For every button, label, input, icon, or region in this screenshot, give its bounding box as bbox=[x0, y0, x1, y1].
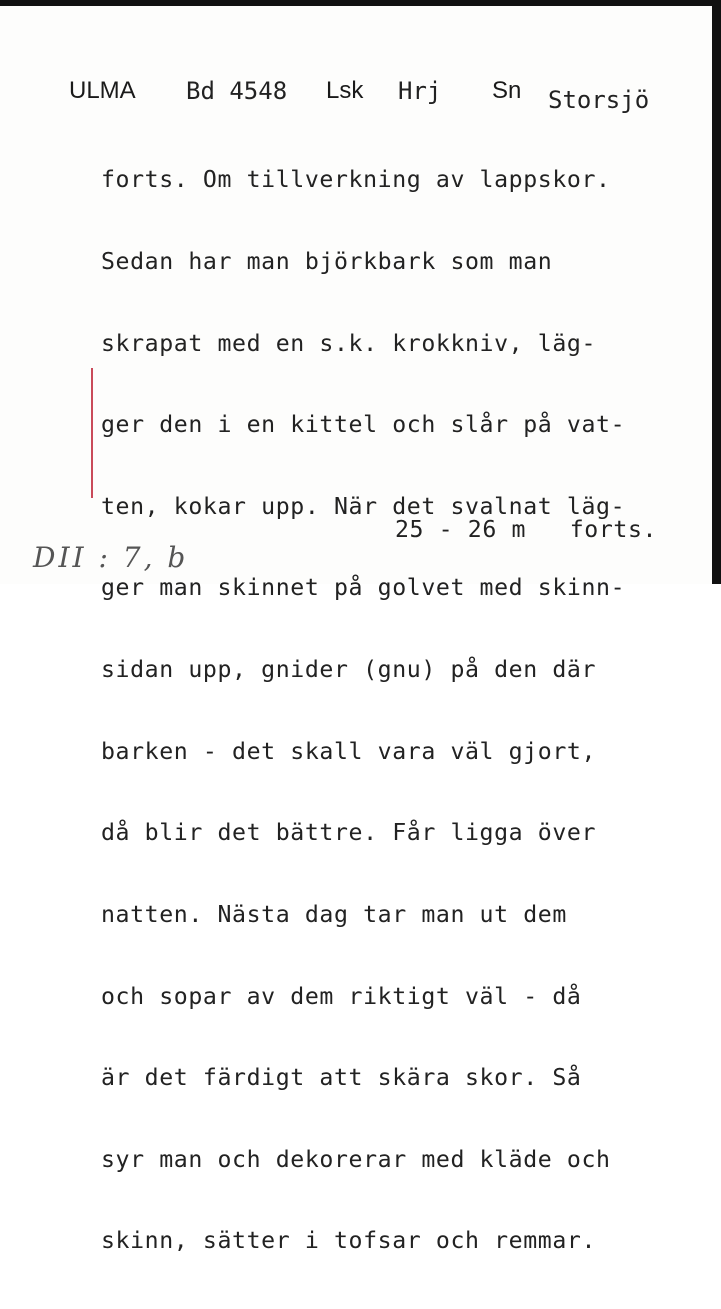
body-line: forts. Om tillverkning av lappskor. bbox=[101, 166, 611, 194]
body-line: barken - det skall vara väl gjort, bbox=[101, 737, 597, 765]
archive-code: ULMA bbox=[69, 77, 136, 104]
page-range: 25 - 26 m bbox=[395, 516, 527, 543]
body-line: ger man skinnet på golvet med skinn- bbox=[101, 574, 626, 602]
body-line: då blir det bättre. Får ligga över bbox=[101, 819, 597, 847]
body-line: ger den i en kittel och slår på vat- bbox=[101, 411, 626, 439]
body-line: Sedan har man björkbark som man bbox=[101, 248, 553, 276]
body-line: natten. Nästa dag tar man ut dem bbox=[101, 900, 567, 928]
parish-name: Storsjö bbox=[548, 86, 650, 114]
volume-number: Bd 4548 bbox=[186, 77, 288, 105]
province-abbrev: Lsk bbox=[326, 77, 364, 104]
body-line: skrapat med en s.k. krokkniv, läg- bbox=[101, 329, 597, 357]
handwritten-classification-note: DII : 7, b bbox=[33, 541, 189, 574]
body-line: är det färdigt att skära skor. Så bbox=[101, 1064, 582, 1092]
card-body-text bbox=[101, 112, 625, 1309]
body-line: syr man och dekorerar med kläde och bbox=[101, 1145, 611, 1173]
body-line: och sopar av dem riktigt väl - då bbox=[101, 982, 582, 1010]
body-line: skinn, sätter i tofsar och remmar. bbox=[101, 1227, 597, 1255]
district-abbrev: Hrj bbox=[398, 77, 442, 105]
continued-label: forts. bbox=[569, 516, 658, 543]
footer-line bbox=[395, 516, 657, 543]
body-line: ten, kokar upp. När det svalnat läg- bbox=[101, 492, 626, 520]
body-line: sidan upp, gnider (gnu) på den där bbox=[101, 656, 597, 684]
parish-label: Sn bbox=[492, 77, 522, 104]
red-margin-mark bbox=[91, 368, 93, 498]
